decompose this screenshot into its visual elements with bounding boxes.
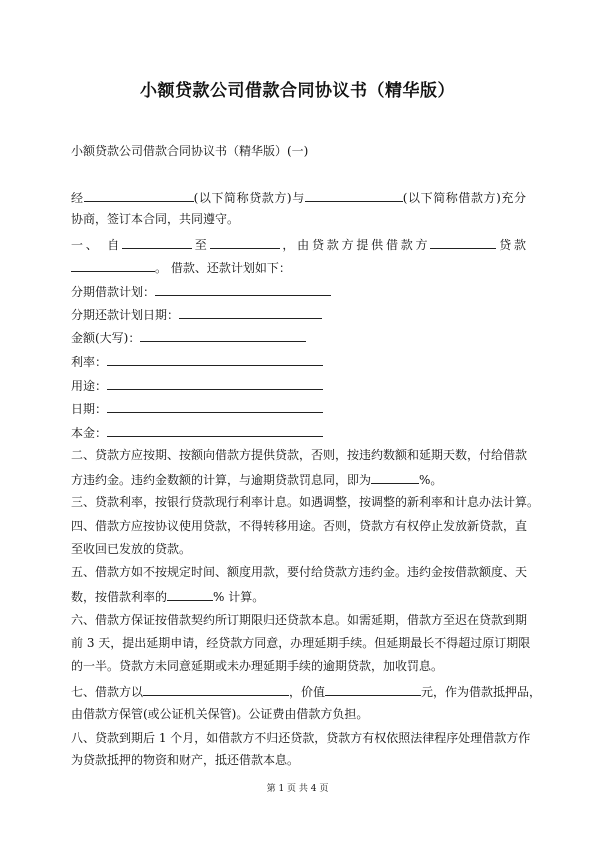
text: 经 [71, 191, 84, 205]
field-label: 本金： [71, 426, 108, 440]
clause-6-line-3: 的一半。贷款方未同意延期或未办理延期手续的逾期贷款，加收罚息。 [71, 659, 444, 673]
text: (以下简称贷款方)与 [193, 191, 305, 205]
text: (以下简称借款方)充分 [402, 191, 526, 205]
document-title: 小额贷款公司借款合同协议书（精华版） [140, 81, 455, 101]
clause-6-line-2: 前 3 天，提出延期申请，经贷款方同意，办理延期手续。但延期最长不得超过原订期限 [71, 636, 531, 650]
installment-plan-blank[interactable] [155, 283, 331, 296]
intro-line-1 [71, 189, 526, 206]
clause-1-line-1 [71, 236, 526, 253]
field-label: 分期借款计划： [71, 285, 156, 299]
field-label: 金额(大写)： [71, 331, 141, 345]
page-footer: 第 1 页 共 4 页 [266, 784, 329, 794]
clause-8-line-2: 为贷款抵押的物资和财产，抵还借款本息。 [71, 753, 300, 767]
text: 数，按借款利率的 [71, 590, 168, 604]
clause-7-line-2: 由借款方保管(或公证机关保管)。公证费由借款方负担。 [71, 707, 369, 721]
clause-4-line-2: 至收回已发放的贷款。 [71, 542, 192, 556]
field-installment-plan [71, 283, 526, 300]
field-purpose [71, 377, 526, 394]
collateral-blank[interactable] [143, 683, 289, 696]
collateral-value-blank[interactable] [325, 683, 421, 696]
text: 至 [192, 238, 210, 252]
overdue-rate-blank[interactable] [167, 588, 213, 601]
field-label: 利率： [71, 355, 108, 369]
field-interest-rate [71, 353, 526, 370]
text: ，价值 [289, 685, 326, 699]
text: ，由贷款方提供借款方 [279, 238, 431, 252]
text: 七、借款方以 [71, 685, 144, 699]
borrower-blank[interactable] [305, 189, 403, 202]
clause-8-line-1: 八、贷款到期后 1 个月，如借款方不归还贷款，贷款方有权依照法律程序处理借款方作 [71, 731, 531, 745]
text: % 计算。 [213, 590, 265, 604]
clause-2-line-2 [71, 471, 526, 488]
amount-capital-blank[interactable] [140, 329, 306, 342]
date-blank[interactable] [107, 400, 323, 413]
text: %。 [419, 473, 443, 487]
intro-line-2: 协商，签订本合同，共同遵守。 [71, 212, 240, 226]
clause-3: 三、贷款利率，按银行贷款现行利率计息。如遇调整，按调整的新利率和计息办法计算。 [71, 495, 540, 509]
loan-type-blank[interactable] [71, 259, 155, 272]
clause-6-line-1: 六、借款方保证按借款契约所订期限归还贷款本息。如需延期，借款方至迟在贷款到期 [71, 613, 528, 627]
clause-4-line-1: 四、借款方应按协议使用贷款，不得转移用途。否则，贷款方有权停止发放新贷款，直 [71, 519, 528, 533]
text: 元，作为借款抵押品， [421, 685, 542, 699]
start-date-blank[interactable] [122, 236, 192, 249]
field-date [71, 400, 526, 417]
clause-7-line-1 [71, 683, 542, 700]
field-label: 分期还款计划日期： [71, 308, 180, 322]
field-label: 日期： [71, 402, 108, 416]
field-principal [71, 424, 526, 441]
clause-1-line-2 [71, 259, 526, 276]
end-date-blank[interactable] [210, 236, 280, 249]
clause-5-line-2 [71, 588, 526, 605]
clause-5-line-1: 五、借款方如不按规定时间、额度用款，要付给贷款方违约金。违约金按借款额度、天 [71, 565, 528, 579]
text: 。 借款、还款计划如下： [155, 261, 291, 275]
clause-2-line-1: 二、贷款方应按期、按额向借款方提供贷款，否则，按违约数额和延期天数，付给借款 [71, 448, 528, 462]
document-subtitle: 小额贷款公司借款合同协议书（精华版）(一) [71, 144, 309, 158]
lender-blank[interactable] [84, 189, 194, 202]
purpose-blank[interactable] [107, 377, 323, 390]
interest-rate-blank[interactable] [107, 353, 323, 366]
text: 方违约金。违约金数额的计算，与逾期贷款罚息同，即为 [71, 473, 372, 487]
principal-blank[interactable] [107, 424, 323, 437]
field-repayment-dates [71, 306, 526, 323]
text: 贷款 [496, 238, 526, 252]
penalty-rate-blank[interactable] [371, 471, 419, 484]
field-label: 用途： [71, 379, 108, 393]
loan-amount-blank[interactable] [430, 236, 496, 249]
text: 一、 自 [71, 238, 122, 252]
repayment-dates-blank[interactable] [179, 306, 322, 319]
field-amount-capital [71, 329, 526, 346]
